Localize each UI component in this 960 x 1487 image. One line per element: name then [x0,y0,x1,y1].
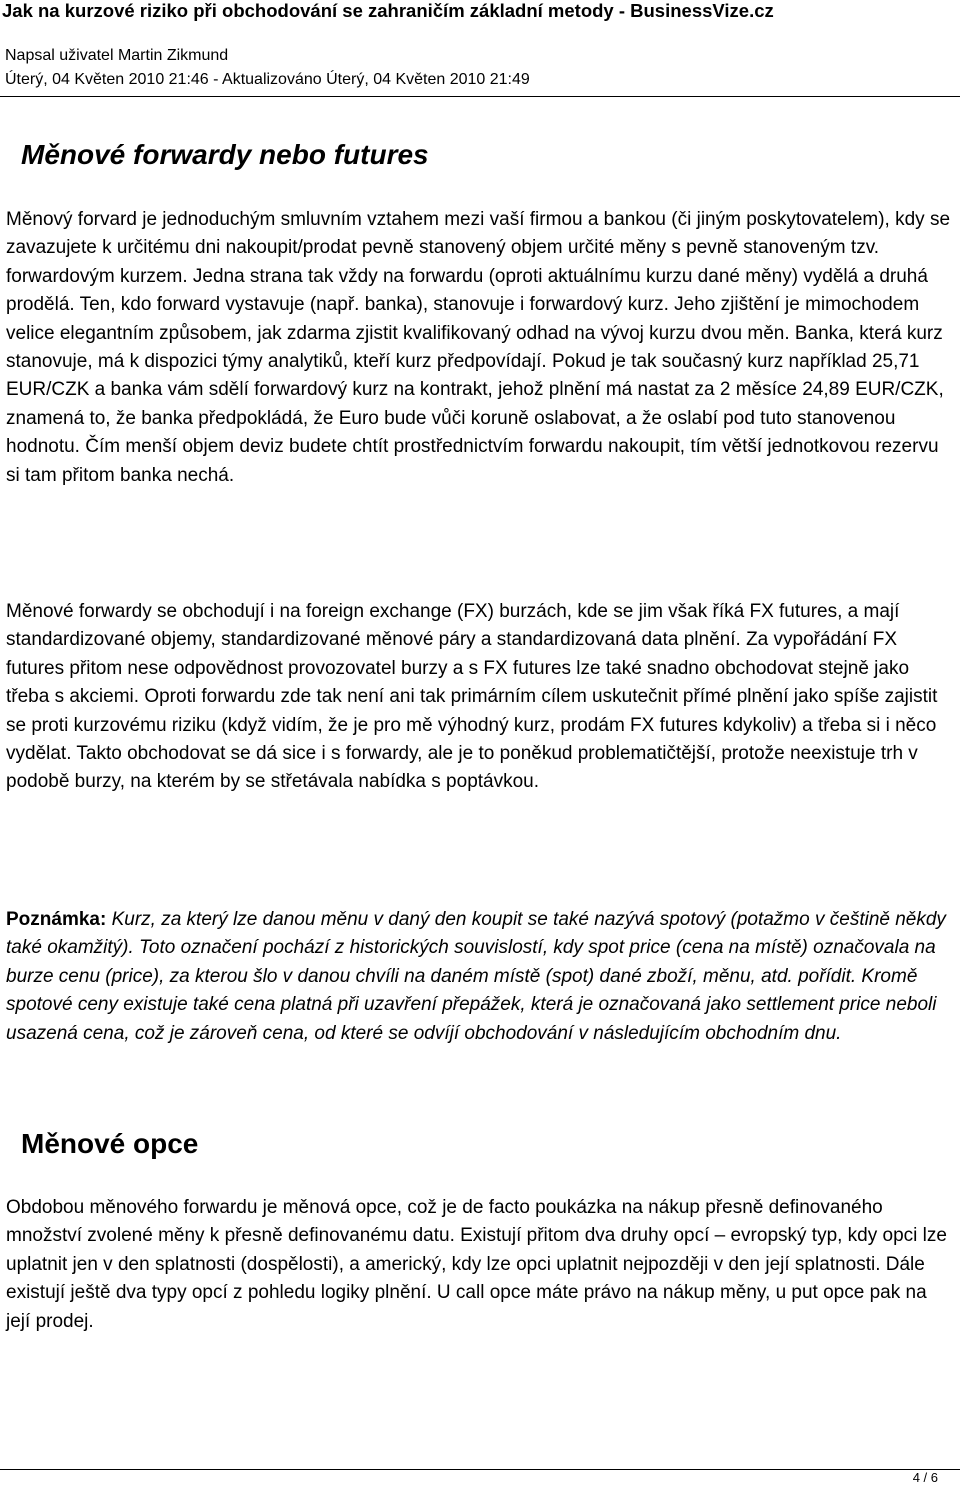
note-label: Poznámka: [6,909,107,930]
date-line: Úterý, 04 Květen 2010 21:46 - Aktualizováno Úterý, 04 Květen 2010 21:49 [5,71,530,88]
note-paragraph [6,906,956,1048]
document-title: Jak na kurzové riziko při obchodování se zahraničím základní metody - BusinessVize.cz [2,0,774,21]
footer-divider [0,1469,960,1470]
paragraph-forward-definition: Měnový forvard je jednoduchým smluvním vztahem mezi vaší firmou a bankou (či jiným poskytovatelem), kdy se zavazujete k určitému dni nakoupit/prodat pevně stanovený objem určité měny s pevně stanoveným tzv. forwardovým kurzem. Jedna strana tak vždy na forwardu (oproti aktuálnímu kurzu dané měny) vydělá a druhá prodělá. Ten, kdo forward vystavuje (např. banka), stanovuje i forwardový kurz. Jeho zjištění je mimochodem velice elegantním způsobem, jak zdarma zjistit kvalifikovaný odhad na vývoj kurzu dvou měn. Banka, která kurz stanovuje, má k dispozici týmy analytiků, kteří kurz předpovídají. Pokud je tak současný kurz například 25,71 EUR/CZK a banka vám sdělí forwardový kurz na kontrakt, jehož plnění má nastat za 2 měsíce 24,89 EUR/CZK, znamená to, že banka předpokládá, že Euro bude vůči koruně oslabovat, a že oslabí pod tuto stanovenou hodnotu. Čím menší objem deviz budete chtít prostřednictvím forwardu nakoupit, tím větší jednotkovou rezervu si tam přitom banka nechá. [6,209,951,486]
page-number: 4 / 6 [912,1470,938,1485]
author-line: Napsal uživatel Martin Zikmund [5,47,229,64]
paragraph-fx-futures: Měnové forwardy se obchodují i na foreign exchange (FX) burzách, kde se jim však říká FX futures, a mají standardizované objemy, standardizované měnové páry a standardizovaná data plnění. Za vypořádání FX futures přitom nese odpovědnost provozovatel burzy a s FX futures lze také snadno obchodovat stejně jako třeba s akciemi. Oproti forwardu zde tak není ani tak primárním cílem uskutečnit přímé plnění jako spíše zajistit se proti kurzovému riziku (když vidím, že je pro mě výhodný kurz, prodám FX futures kdykoliv) a třeba si i něco vydělat. Takto obchodovat se dá sice i s forwardy, ale je to poněkud problematičtější, protože neexistuje trh v podobě burzy, na kterém by se střetávala nabídka s poptávkou. [6,601,938,793]
note-text: Kurz, za který lze danou měnu v daný den koupit se také nazývá spotový (potažmo v češtině někdy také okamžitý). Toto označení pochází z historických souvislostí, kdy spot price (cena na místě) označovala na burze cenu (price), za kterou šlo v danou chvíli na daném místě (spot) dané zboží, měnu, atd. pořídit. Kromě spotové ceny existuje také cena platná při uzavření přepážek, která je označovaná jako settlement price neboli usazená cena, což je zároveň cena, od které se odvíjí obchodování v následujícím obchodním dnu. [6,909,946,1044]
header-divider [0,96,960,97]
document-header [0,0,960,96]
paragraph-options: Obdobou měnového forwardu je měnová opce, což je de facto poukázka na nákup přesně definovaného množství zvolené měny k přesně definovanému datu. Existují přitom dva druhy opcí – evropský typ, kdy opci lze uplatnit jen v den splatnosti (dospělosti), a americký, kdy lze opci uplatnit nejpozději v den její splatnosti. Dále existují ještě dva typy opcí z pohledu logiky plnění. U call opce máte právo na nákup měny, u put opce pak na její prodej. [6,1197,947,1332]
section-heading-options: Měnové opce [21,1128,199,1160]
section-heading-forwards: Měnové forwardy nebo futures [21,139,429,171]
